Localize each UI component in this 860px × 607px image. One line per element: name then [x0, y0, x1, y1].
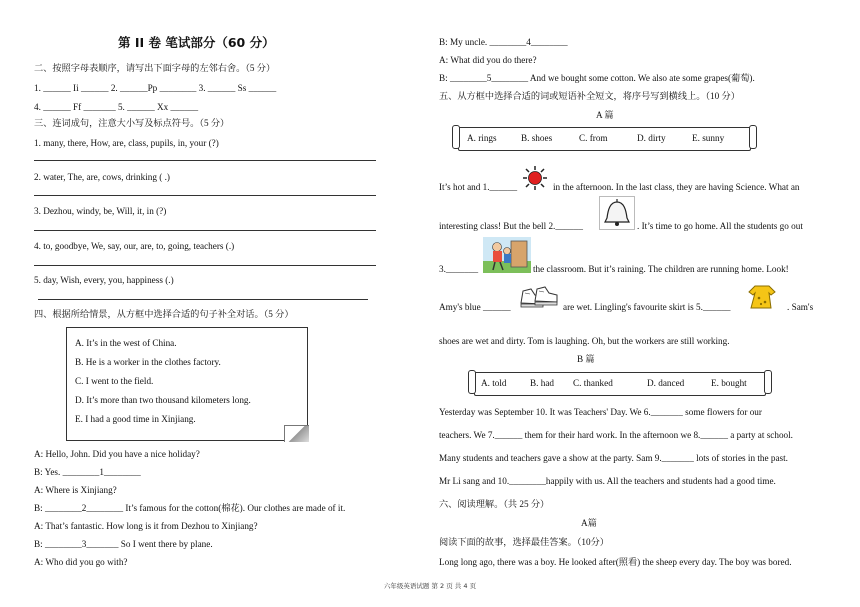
dialogue-line-9: A: What did you do there? [439, 55, 537, 65]
part-a-text-1a: It’s hot and 1.______ [439, 182, 518, 192]
part-b-label: B 篇 [577, 354, 595, 364]
part-a-word-box [458, 127, 751, 151]
section4-heading: 四、根据所给情景，从方框中选择合适的句子补全对话。（5 分） [34, 309, 294, 319]
part-a-text-1b: in the afternoon. In the last class, they are having Science. What an [553, 182, 800, 192]
word-option-b: B. shoes [521, 133, 553, 143]
dialogue-line-8: B: My uncle. ________4________ [439, 37, 568, 47]
section5-heading: 五、从方框中选择合适的词或短语补全短文，将序号写到横线上。（10 分） [439, 91, 740, 101]
section3-item-4: 4. to, goodbye, We, say, our, are, to, going, teachers (.) [34, 241, 235, 251]
section3-item-1: 1. many, there, How, are, class, pupils, in, your (?) [34, 138, 219, 148]
bell-icon [599, 196, 635, 230]
word-option-e: E. bought [711, 378, 747, 388]
option-d: D. It’s more than two thousand kilometers long. [75, 395, 251, 405]
dialogue-line-6: B: ________3_______ So I went there by plane. [34, 539, 213, 549]
answer-line [34, 265, 376, 266]
option-b: B. He is a worker in the clothes factory. [75, 357, 221, 367]
section6-heading: 六、阅读理解。（共 25 分） [439, 499, 550, 509]
part-a-text-4a: Amy's blue ______ [439, 302, 511, 312]
option-a: A. It’s in the west of China. [75, 338, 177, 348]
part-a-text-5: shoes are wet and dirty. Tom is laughing. Oh, but the workers are still working. [439, 336, 730, 346]
part-a-text-4b: are wet. Lingling's favourite skirt is 5.______ [563, 302, 731, 312]
part-a-text-2a: interesting class! But the bell 2.______ [439, 221, 583, 231]
part-a-text-3b: the classroom. But it’s raining. The children are running home. Look! [533, 264, 789, 274]
children-leaving-classroom-icon [483, 237, 531, 273]
dialogue-line-5: A: That’s fantastic. How long is it from Dezhou to Xinjiang? [34, 521, 258, 531]
section2-row1: 1. ______ Ii ______ 2. ______Pp ________ 3. ______ Ss ______ [34, 83, 277, 93]
word-option-c: C. from [579, 133, 608, 143]
part-a-label: A 篇 [596, 110, 614, 120]
answer-line [38, 299, 368, 300]
part-a-text-4c: . Sam's [787, 302, 814, 312]
word-option-a: A. told [481, 378, 507, 388]
section6-story-text: Long long ago, there was a boy. He looked after(照看) the sheep every day. The boy was bored. [439, 557, 792, 567]
page-footer: 六年级英语试题 第 2 页 共 4 页 [383, 582, 477, 590]
option-c: C. I went to the field. [75, 376, 154, 386]
section3-heading: 三、连词成句，注意大小写及标点符号。（5 分） [34, 118, 230, 128]
word-option-c: C. thanked [573, 378, 613, 388]
answer-line [34, 195, 376, 196]
part-b-line-3: Many students and teachers gave a show at the party. Sam 9._______ lots of stories in the past. [439, 453, 788, 463]
page-curl-decoration [284, 425, 309, 442]
section6-instruction: 阅读下面的故事，选择最佳答案。（10分） [439, 537, 609, 547]
option-e: E. I had a good time in Xinjiang. [75, 414, 196, 424]
word-option-b: B. had [530, 378, 554, 388]
shoes-icon [519, 283, 561, 309]
dialogue-line-7: A: Who did you go with? [34, 557, 128, 567]
word-option-a: A. rings [467, 133, 497, 143]
section2-row2: 4. ______ Ff _______ 5. ______ Xx ______ [34, 102, 199, 112]
yellow-dress-icon [741, 284, 783, 310]
sun-icon [521, 165, 549, 191]
part-b-word-box [474, 372, 766, 396]
dialogue-line-3: A: Where is Xinjiang? [34, 485, 117, 495]
part-a-text-3a: 3._______ [439, 264, 479, 274]
word-option-d: D. danced [647, 378, 685, 388]
dialogue-line-1: A: Hello, John. Did you have a nice holiday? [34, 449, 200, 459]
dialogue-line-2: B: Yes. ________1________ [34, 467, 141, 477]
answer-line [34, 230, 376, 231]
part-a-text-2b: . It’s time to go home. All the students go out [637, 221, 803, 231]
section3-item-5: 5. day, Wish, every, you, happiness (.) [34, 275, 174, 285]
part-b-line-4: Mr Li sang and 10.________happily with us. All the teachers and students had a good time. [439, 476, 776, 486]
section3-item-2: 2. water, The, are, cows, drinking ( .) [34, 172, 170, 182]
section6-part-a-label: A篇 [581, 518, 597, 528]
section2-heading: 二、按照字母表顺序，请写出下面字母的左邻右舍。（5 分） [34, 63, 276, 73]
part-b-line-2: teachers. We 7.______ them for their hard work. In the afternoon we 8.______ a party at school. [439, 430, 793, 440]
dialogue-line-4: B: ________2________ It’s famous for the cotton(棉花). Our clothes are made of it. [34, 503, 346, 513]
word-option-d: D. dirty [637, 133, 666, 143]
word-option-e: E. sunny [692, 133, 725, 143]
section4-options-box [66, 327, 308, 441]
answer-line [34, 160, 376, 161]
section3-item-3: 3. Dezhou, windy, be, Will, it, in (?) [34, 206, 167, 216]
part-b-line-1: Yesterday was September 10. It was Teachers' Day. We 6._______ some flowers for our [439, 407, 762, 417]
dialogue-line-10: B: ________5________ And we bought some cotton. We also ate some grapes(葡萄). [439, 73, 755, 83]
page-title: 第 II 卷 笔试部分（60 分） [118, 35, 275, 50]
